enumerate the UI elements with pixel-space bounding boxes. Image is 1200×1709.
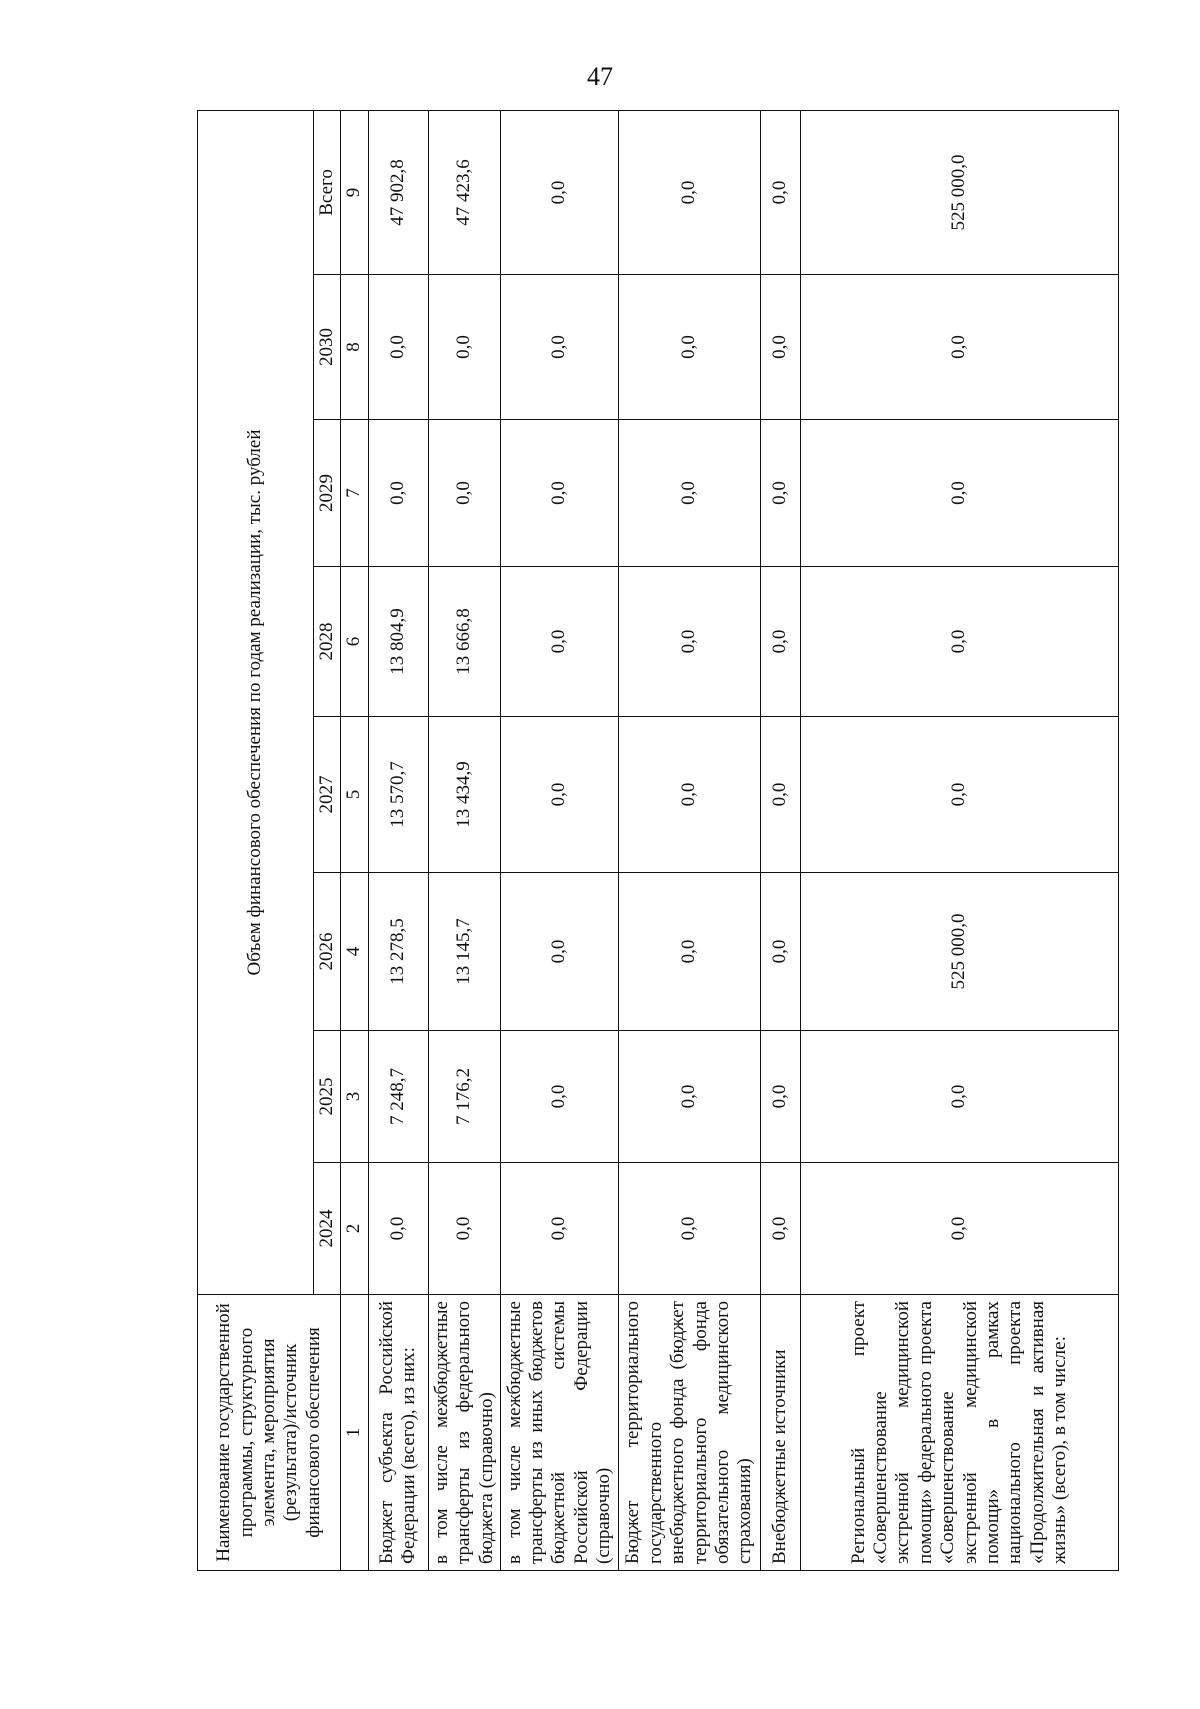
- header-year-2026: 2026: [314, 873, 341, 1031]
- cell-value: 0,0: [501, 275, 619, 420]
- table-row: [801, 110, 1119, 1570]
- page-number: 47: [587, 62, 613, 91]
- cell-total: 47 902,8: [368, 110, 428, 274]
- cell-total: 0,0: [761, 110, 801, 274]
- cell-value: 0,0: [501, 873, 619, 1031]
- table-row: [761, 110, 801, 1570]
- cell-total: 0,0: [619, 110, 761, 274]
- header-year-2030: 2030: [314, 275, 341, 420]
- cell-value: 0,0: [801, 717, 1119, 873]
- cell-value: 0,0: [428, 420, 500, 567]
- cell-value: 13 804,9: [368, 567, 428, 717]
- header-row: [198, 110, 314, 1570]
- rotated-table-frame: [197, 111, 1107, 1571]
- financing-table: [197, 110, 1119, 1571]
- row-label: Бюджет территориального государственного внебюджетного фонда (бюджет территориального фонда обязательного медицинского страхования): [619, 1295, 761, 1571]
- cell-value: 13 145,7: [428, 873, 500, 1031]
- cell-value: 0,0: [761, 420, 801, 567]
- table-row: [428, 110, 500, 1570]
- cell-value: 0,0: [619, 873, 761, 1031]
- cell-value: 0,0: [501, 1031, 619, 1163]
- row-label: Региональный проект «Совершенствование экстренной медицинской помощи» федерального проекта «Совершенствование экстренной медицинской помощи» в рамках национального проекта «Продолжительная и активная жизнь» (всего), в том числе:: [801, 1295, 1119, 1571]
- cell-value: 0,0: [801, 567, 1119, 717]
- column-number: 2: [341, 1163, 368, 1295]
- column-number: 1: [341, 1295, 368, 1571]
- row-label: Внебюджетные источники: [761, 1295, 801, 1571]
- header-year-2024: 2024: [314, 1163, 341, 1295]
- cell-value: 0,0: [801, 1031, 1119, 1163]
- header-year-2028: 2028: [314, 567, 341, 717]
- row-label: в том числе межбюджетные трансферты из федерального бюджета (справочно): [428, 1295, 500, 1571]
- cell-value: 0,0: [761, 873, 801, 1031]
- cell-value: 0,0: [501, 567, 619, 717]
- cell-value: 0,0: [619, 1031, 761, 1163]
- cell-value: 0,0: [761, 717, 801, 873]
- cell-value: 0,0: [501, 1163, 619, 1295]
- cell-value: 0,0: [761, 1163, 801, 1295]
- cell-value: 525 000,0: [801, 873, 1119, 1031]
- cell-value: 0,0: [761, 275, 801, 420]
- column-number: 4: [341, 873, 368, 1031]
- cell-value: 0,0: [619, 567, 761, 717]
- cell-total: 0,0: [501, 110, 619, 274]
- header-year-2027: 2027: [314, 717, 341, 873]
- cell-value: 0,0: [368, 1163, 428, 1295]
- table-row: [368, 110, 428, 1570]
- header-financing-group: Объем финансового обеспечения по годам реализации, тыс. рублей: [198, 110, 314, 1294]
- header-year-total: Всего: [314, 110, 341, 274]
- header-year-2029: 2029: [314, 420, 341, 567]
- cell-total: 47 423,6: [428, 110, 500, 274]
- column-number: 6: [341, 567, 368, 717]
- cell-value: 0,0: [801, 420, 1119, 567]
- column-number-row: [341, 110, 368, 1570]
- column-number: 8: [341, 275, 368, 420]
- cell-value: 13 666,8: [428, 567, 500, 717]
- table-row: [619, 110, 761, 1570]
- cell-value: 0,0: [368, 275, 428, 420]
- column-number: 9: [341, 110, 368, 274]
- cell-value: 0,0: [428, 275, 500, 420]
- table-row: [501, 110, 619, 1570]
- cell-value: 13 278,5: [368, 873, 428, 1031]
- header-name-cell: Наименование государственной программы, структурного элемента, мероприятия (результата)/источник финансового обеспечения: [198, 1295, 341, 1571]
- cell-value: 0,0: [428, 1163, 500, 1295]
- cell-value: 0,0: [501, 717, 619, 873]
- cell-value: 13 434,9: [428, 717, 500, 873]
- cell-value: 7 176,2: [428, 1031, 500, 1163]
- cell-value: 0,0: [761, 1031, 801, 1163]
- header-year-2025: 2025: [314, 1031, 341, 1163]
- cell-total: 525 000,0: [801, 110, 1119, 274]
- column-number: 7: [341, 420, 368, 567]
- column-number: 5: [341, 717, 368, 873]
- cell-value: 13 570,7: [368, 717, 428, 873]
- cell-value: 0,0: [801, 275, 1119, 420]
- cell-value: 0,0: [619, 1163, 761, 1295]
- cell-value: 0,0: [761, 567, 801, 717]
- cell-value: 7 248,7: [368, 1031, 428, 1163]
- cell-value: 0,0: [501, 420, 619, 567]
- cell-value: 0,0: [619, 717, 761, 873]
- row-label: в том числе межбюджетные трансферты из иных бюджетов бюджетной системы Российской Федерации (справочно): [501, 1295, 619, 1571]
- cell-value: 0,0: [619, 275, 761, 420]
- cell-value: 0,0: [801, 1163, 1119, 1295]
- column-number: 3: [341, 1031, 368, 1163]
- row-label: Бюджет субъекта Российской Федерации (всего), из них:: [368, 1295, 428, 1571]
- cell-value: 0,0: [368, 420, 428, 567]
- cell-value: 0,0: [619, 420, 761, 567]
- table-container: [197, 111, 1200, 1564]
